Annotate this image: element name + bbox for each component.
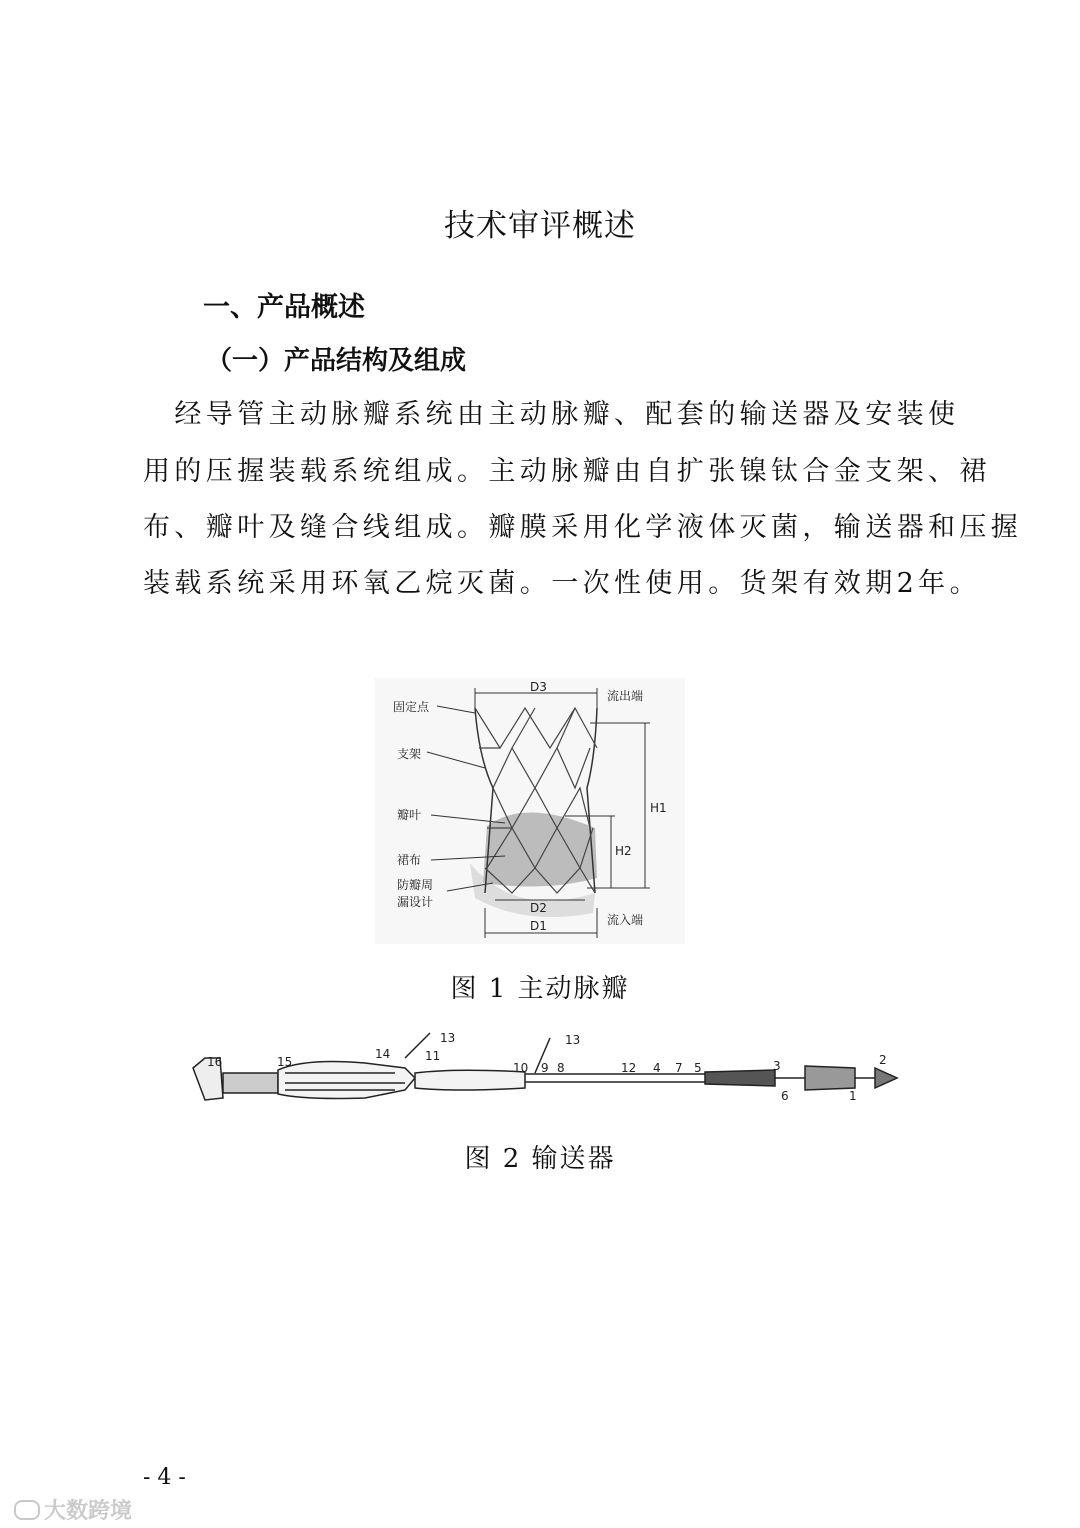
fig2-label-3: 3 (773, 1059, 781, 1073)
paragraph-line-1: 经导管主动脉瓣系统由主动脉瓣、配套的输送器及安装使 (143, 399, 960, 430)
label-h1: H1 (650, 801, 667, 815)
watermark-text: 大数跨境 (44, 1499, 133, 1524)
watermark (14, 1494, 132, 1525)
figure2-number-labels (185, 1028, 905, 1110)
watermark-logo-icon (14, 1500, 40, 1520)
document-title: 技术审评概述 (444, 208, 636, 244)
fig2-label-2: 2 (879, 1053, 887, 1067)
fig2-label-15: 15 (277, 1055, 293, 1069)
fig2-label-6: 6 (781, 1089, 789, 1103)
paragraph-line-3: 布、瓣叶及缝合线组成。瓣膜采用化学液体灭菌，输送器和压握 (143, 512, 1023, 543)
label-anti-leak-1: 防瓣周 (397, 878, 434, 892)
fig2-label-14: 14 (375, 1047, 391, 1061)
section-heading: 一、产品概述 (203, 292, 365, 323)
paragraph-line-2: 用的压握装载系统组成。主动脉瓣由自扩张镍钛合金支架、裙 (143, 456, 991, 487)
fig2-label-8: 8 (557, 1061, 565, 1075)
label-inflow: 流入端 (607, 913, 644, 927)
fig2-label-4: 4 (653, 1061, 661, 1075)
subsection-heading: （一）产品结构及组成 (206, 346, 467, 376)
label-leaflet: 瓣叶 (397, 808, 422, 822)
fig2-label-13b: 13 (565, 1033, 581, 1047)
fig2-label-13a: 13 (440, 1031, 456, 1045)
fig2-label-12: 12 (621, 1061, 637, 1075)
fig2-label-11: 11 (425, 1049, 441, 1063)
figure2-caption: 图 2 输送器 (464, 1144, 616, 1174)
fig2-label-10: 10 (513, 1061, 529, 1075)
label-d1: D1 (530, 919, 547, 933)
fig2-label-16: 16 (207, 1055, 223, 1069)
fig2-label-7: 7 (675, 1061, 683, 1075)
label-h2: H2 (615, 844, 632, 858)
page-number: - 4 - (143, 1465, 186, 1490)
fig2-label-5: 5 (694, 1061, 702, 1075)
figure-aortic-valve (375, 678, 685, 944)
fig2-label-9: 9 (541, 1061, 549, 1075)
label-skirt: 裙布 (397, 853, 422, 867)
label-stent: 支架 (397, 747, 422, 761)
label-fixing-point: 固定点 (393, 700, 430, 714)
paragraph-line-4: 装载系统采用环氧乙烷灭菌。一次性使用。货架有效期2年。 (143, 568, 981, 599)
label-d3: D3 (530, 680, 547, 694)
figure1-caption: 图 1 主动脉瓣 (450, 974, 630, 1004)
label-anti-leak-2: 漏设计 (397, 895, 434, 909)
fig2-label-1: 1 (849, 1089, 857, 1103)
label-d2: D2 (530, 901, 547, 915)
label-outflow: 流出端 (607, 689, 644, 703)
